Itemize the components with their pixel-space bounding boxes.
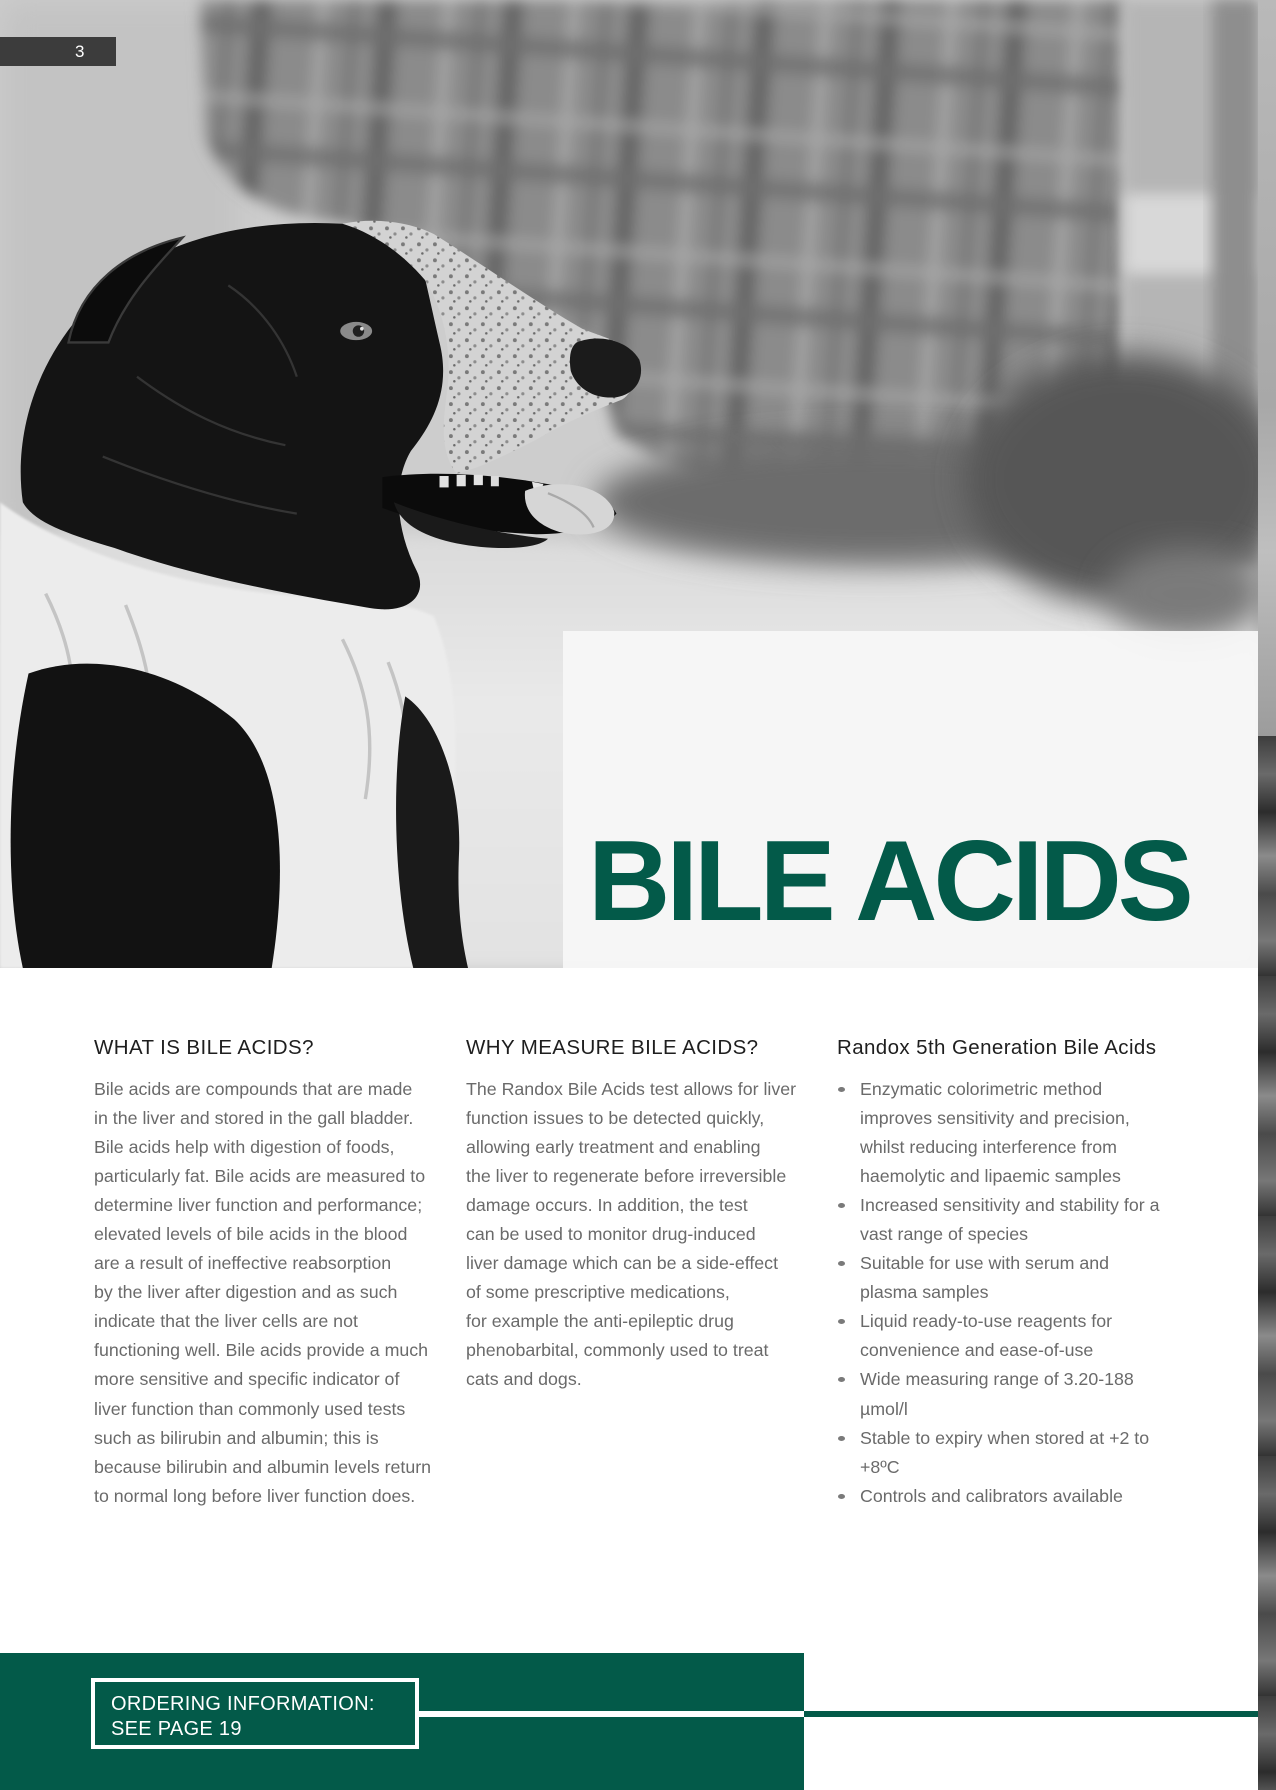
feature-item <box>837 1075 1237 1191</box>
feature-line: Stable to expiry when stored at +2 to <box>860 1427 1150 1448</box>
feature-text <box>860 1365 1237 1423</box>
feature-line: Increased sensitivity and stability for a <box>860 1194 1160 1215</box>
feature-line: Wide measuring range of 3.20-188 <box>860 1369 1134 1390</box>
feature-line: Controls and calibrators available <box>860 1485 1123 1506</box>
page-title: BILE ACIDS <box>588 818 1190 945</box>
feature-line: plasma samples <box>860 1282 989 1303</box>
feature-item <box>837 1307 1237 1365</box>
body-line: liver damage which can be a side-effect <box>466 1253 779 1274</box>
feature-item <box>837 1365 1237 1423</box>
feature-text <box>860 1307 1237 1365</box>
feature-text <box>860 1424 1237 1482</box>
bullet-icon <box>838 1319 845 1324</box>
body-line: in the liver and stored in the gall bladder. <box>94 1107 414 1128</box>
feature-text <box>860 1075 1237 1191</box>
feature-line: Liquid ready-to-use reagents for <box>860 1311 1113 1332</box>
feature-item <box>837 1191 1237 1249</box>
feature-line: +8ºC <box>860 1456 900 1477</box>
bullet-icon <box>838 1377 845 1382</box>
body-line: determine liver function and performance; <box>94 1194 423 1215</box>
body-line: damage occurs. In addition, the test <box>466 1194 748 1215</box>
column-why-measure <box>466 1036 826 1395</box>
feature-item <box>837 1482 1237 1511</box>
body-line: for example the anti-epileptic drug <box>466 1311 734 1332</box>
column-body <box>466 1075 826 1395</box>
body-line: can be used to monitor drug-induced <box>466 1223 756 1244</box>
band-divider-line <box>419 1711 804 1717</box>
body-line: of some prescriptive medications, <box>466 1282 730 1303</box>
ordering-info-box <box>91 1678 419 1749</box>
ordering-page-ref: SEE PAGE 19 <box>111 1717 242 1740</box>
body-line: The Randox Bile Acids test allows for liver <box>466 1078 797 1099</box>
column-what-is <box>94 1036 454 1511</box>
column-body <box>94 1075 454 1511</box>
adjacent-page-strip-bottom <box>1258 736 1276 1790</box>
page-number: 3 <box>75 42 85 61</box>
body-line: particularly fat. Bile acids are measured to <box>94 1165 426 1186</box>
bullet-icon <box>838 1087 845 1092</box>
body-line: the liver to regenerate before irreversible <box>466 1165 787 1186</box>
column-features <box>837 1036 1237 1511</box>
feature-line: µmol/l <box>860 1398 908 1419</box>
page-number-tab <box>0 37 116 66</box>
body-line: liver function than commonly used tests <box>94 1398 406 1419</box>
body-line: Bile acids are compounds that are made <box>94 1078 413 1099</box>
bullet-icon <box>838 1436 845 1441</box>
column-heading: WHY MEASURE BILE ACIDS? <box>466 1036 759 1059</box>
body-line: functioning well. Bile acids provide a much <box>94 1340 429 1361</box>
bullet-icon <box>838 1261 845 1266</box>
green-divider-line <box>804 1711 1258 1717</box>
body-line: such as bilirubin and albumin; this is <box>94 1427 379 1448</box>
body-line: by the liver after digestion and as such <box>94 1282 398 1303</box>
bullet-icon <box>838 1494 845 1499</box>
ordering-label: ORDERING INFORMATION: <box>111 1692 375 1715</box>
body-line: are a result of ineffective reabsorption <box>94 1253 392 1274</box>
feature-list <box>837 1075 1237 1511</box>
feature-line: whilst reducing interference from <box>860 1136 1117 1157</box>
feature-line: haemolytic and lipaemic samples <box>860 1165 1121 1186</box>
body-line: function issues to be detected quickly, <box>466 1107 765 1128</box>
body-line: Bile acids help with digestion of foods, <box>94 1136 395 1157</box>
feature-line: improves sensitivity and precision, <box>860 1107 1130 1128</box>
title-panel <box>563 631 1258 968</box>
body-line: allowing early treatment and enabling <box>466 1136 761 1157</box>
feature-item <box>837 1249 1237 1307</box>
body-line: to normal long before liver function does. <box>94 1485 416 1506</box>
ordering-band <box>0 1653 804 1790</box>
body-line: because bilirubin and albumin levels return <box>94 1456 432 1477</box>
body-line: indicate that the liver cells are not <box>94 1311 358 1332</box>
body-line: phenobarbital, commonly used to treat <box>466 1340 769 1361</box>
body-line: more sensitive and specific indicator of <box>94 1369 400 1390</box>
body-line: elevated levels of bile acids in the blood <box>94 1223 408 1244</box>
feature-line: vast range of species <box>860 1223 1029 1244</box>
adjacent-page-strip-top <box>1258 0 1276 736</box>
feature-line: convenience and ease-of-use <box>860 1340 1094 1361</box>
bullet-icon <box>838 1203 845 1208</box>
column-heading: Randox 5th Generation Bile Acids <box>837 1036 1157 1059</box>
feature-text <box>860 1482 1237 1511</box>
feature-item <box>837 1424 1237 1482</box>
feature-text <box>860 1191 1237 1249</box>
column-heading: WHAT IS BILE ACIDS? <box>94 1036 314 1059</box>
feature-line: Suitable for use with serum and <box>860 1253 1110 1274</box>
feature-text <box>860 1249 1237 1307</box>
feature-line: Enzymatic colorimetric method <box>860 1078 1103 1099</box>
body-line: cats and dogs. <box>466 1369 582 1390</box>
